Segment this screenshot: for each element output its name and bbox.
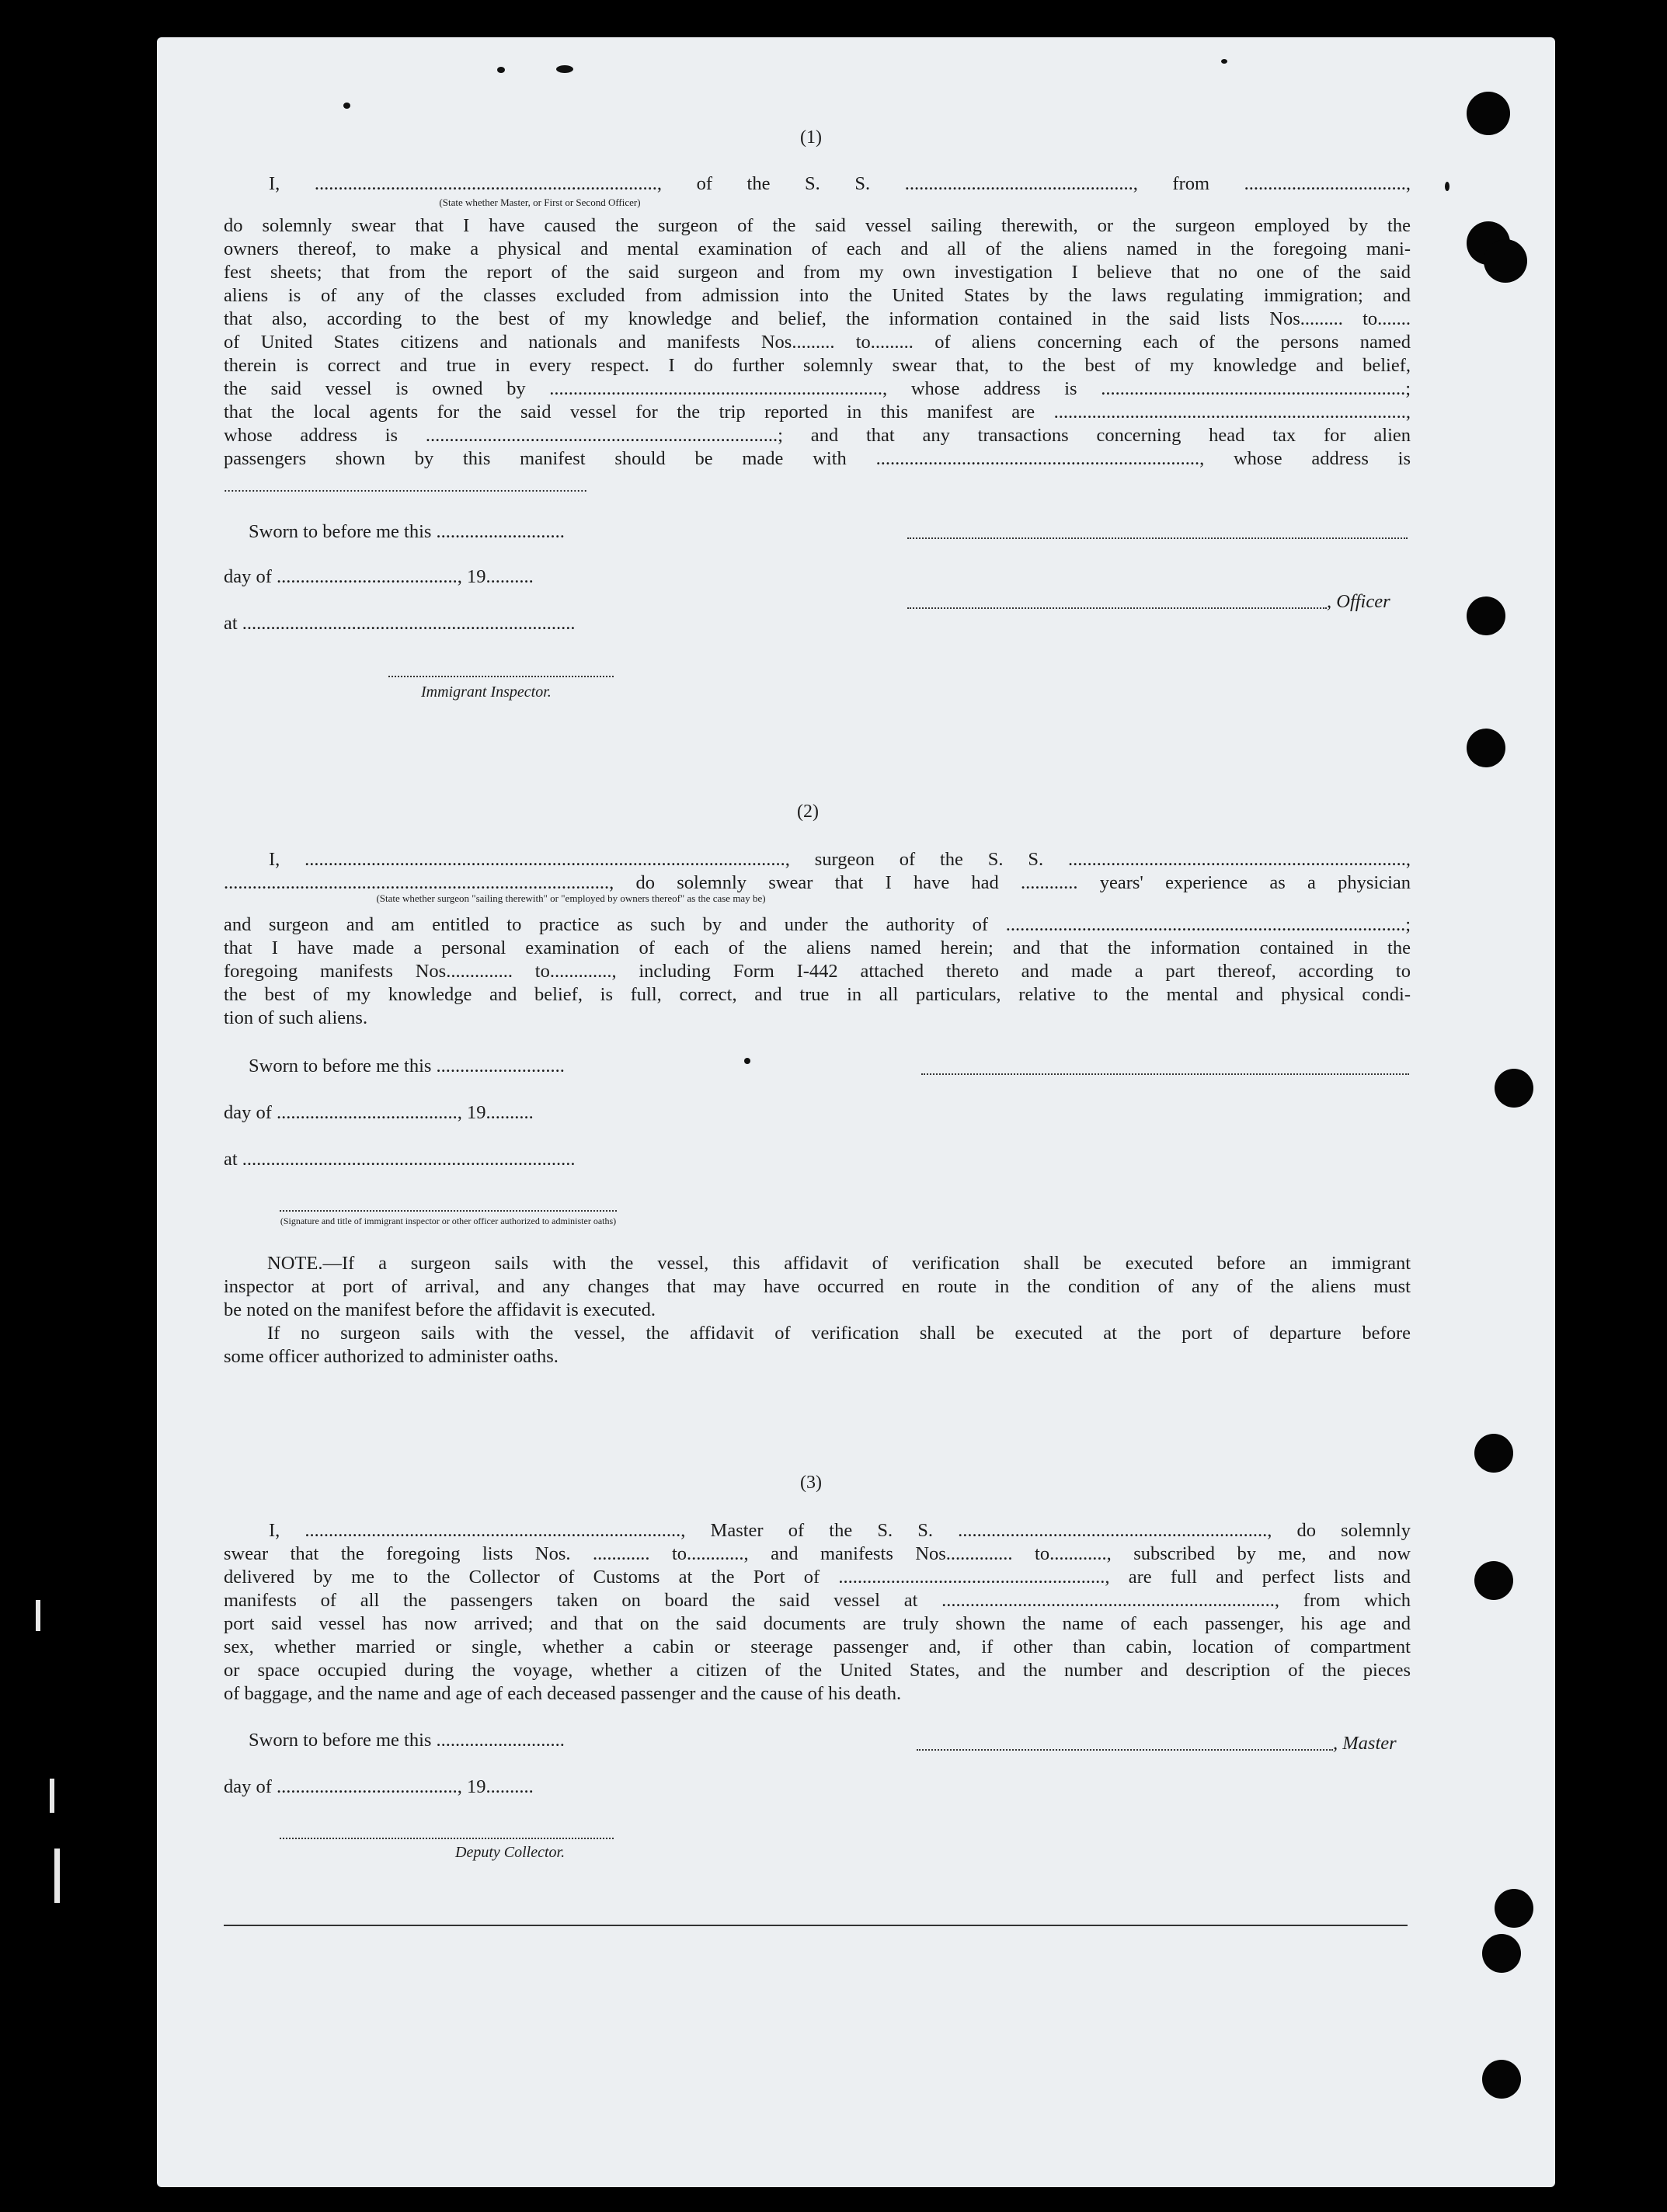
- edge-artifact: [54, 1849, 60, 1903]
- bottom-rule: [224, 1925, 1408, 1926]
- text-line: the best of my knowledge and belief, is full, correct, and true in all particulars, relative to the mental and physical condi-: [224, 984, 1411, 1005]
- text-line: foregoing manifests Nos.............. to............., including Form I-442 attached thereto and made a part thereof, according to: [224, 961, 1411, 982]
- scan-speck: [1445, 182, 1449, 191]
- text-line: therein is correct and true in every respect. I do further solemnly swear that, to the best of my knowledge and belief,: [224, 355, 1411, 376]
- edge-artifact: [50, 1779, 54, 1813]
- punch-hole: [1495, 1889, 1533, 1928]
- section3-oath-text: [224, 1519, 1411, 1706]
- punch-hole: [1474, 1434, 1513, 1473]
- section2-note: [224, 1252, 1411, 1369]
- section3-sworn-line: Sworn to before me this ...........................: [249, 1730, 565, 1751]
- text-line: that also, according to the best of my knowledge and belief, the information contained in the said lists Nos......... to.......: [224, 308, 1411, 329]
- inspector-label: Immigrant Inspector.: [421, 683, 552, 701]
- punch-hole: [1467, 92, 1510, 135]
- text-line: manifests of all the passengers taken on board the said vessel at ......................................................................, from which: [224, 1590, 1411, 1611]
- section3-day-line: day of ......................................, 19..........: [224, 1776, 534, 1797]
- collector-label: Deputy Collector.: [455, 1844, 566, 1861]
- signature-caption: (Signature and title of immigrant inspector or other officer authorized to administer oaths): [280, 1216, 617, 1226]
- punch-hole: [1484, 239, 1527, 283]
- text-line: sex, whether married or single, whether a cabin or steerage passenger and, if other than cabin, location of compartment: [224, 1636, 1411, 1657]
- text-line: port said vessel has now arrived; and that on the said documents are truly shown the name of each passenger, his age and: [224, 1613, 1411, 1634]
- address-continuation-line: ........................................................................................................: [224, 479, 587, 495]
- section2-declarant-line: I, ....................................................................................................., surgeon of the S. S. .......................................................................,: [269, 849, 1411, 870]
- officer-signature-line: [907, 537, 1408, 539]
- text-line: delivered by me to the Collector of Customs at the Port of ........................................................, are full and perfect lists and: [224, 1567, 1411, 1588]
- text-line: the said vessel is owned by ......................................................................, whose address is ................................................................;: [224, 378, 1411, 399]
- text-line: tion of such aliens.: [224, 1007, 368, 1028]
- note-line: some officer authorized to administer oaths.: [224, 1346, 559, 1367]
- text-line: that the local agents for the said vessel for the trip reported in this manifest are ..........................................................................,: [224, 402, 1411, 423]
- text-line: whose address is ..........................................................................; and that any transactions concerning head tax for alien: [224, 425, 1411, 446]
- text-line: of United States citizens and nationals and manifests Nos......... to......... of aliens concerning each of the persons named: [224, 332, 1411, 353]
- section1-heading: (1): [800, 127, 822, 148]
- section3-heading: (3): [800, 1473, 822, 1493]
- text-line: and surgeon and am entitled to practice as such by and under the authority of ....................................................................................;: [224, 914, 1411, 935]
- master-signature-line: [917, 1749, 1333, 1751]
- punch-hole: [1467, 596, 1505, 635]
- note-line: inspector at port of arrival, and any changes that may have occurred en route in the condition of any of the aliens must: [224, 1276, 1411, 1297]
- section1-oath-text: [224, 214, 1411, 471]
- section1-sworn-line: Sworn to before me this ...........................: [249, 521, 565, 542]
- inspector-signature-line: [388, 676, 614, 677]
- text-line: that I have made a personal examination of each of the aliens named herein; and that the information contained in the: [224, 937, 1411, 958]
- section1-day-line: day of ......................................, 19..........: [224, 566, 534, 587]
- master-label: , Master: [1333, 1733, 1397, 1754]
- note-line: If no surgeon sails with the vessel, the affidavit of verification shall be executed at the port of departure before: [267, 1323, 1411, 1344]
- officer-signature-line: [280, 1210, 617, 1212]
- section2-at-line: at ......................................................................: [224, 1149, 576, 1170]
- scan-speck: [1221, 59, 1227, 64]
- punch-hole: [1467, 729, 1505, 767]
- text-line: fest sheets; that from the report of the said surgeon and from my own investigation I believe that no one of the said: [224, 262, 1411, 283]
- section1-declarant-line: I, ........................................................................, of the S. S. ................................................, from ..................................,: [269, 173, 1411, 194]
- text-line: do solemnly swear that I have caused the surgeon of the said vessel sailing therewith, or the surgeon employed by the: [224, 215, 1411, 236]
- section2-day-line: day of ......................................, 19..........: [224, 1102, 534, 1123]
- text-line: owners thereof, to make a physical and mental examination of each and all of the aliens named in the foregoing mani-: [224, 238, 1411, 259]
- punch-hole: [1474, 1561, 1513, 1600]
- officer-label: , Officer: [1327, 591, 1390, 612]
- section1-declarant-caption: (State whether Master, or First or Second Officer): [439, 197, 641, 208]
- officer-title-line: [907, 607, 1327, 609]
- section2-heading: (2): [797, 802, 819, 822]
- text-line: I, ..............................................................................., Master of the S. S. ................................................................., do solemnly: [269, 1520, 1411, 1541]
- surgeon-signature-line: [921, 1073, 1409, 1075]
- text-line: passengers shown by this manifest should be made with ...................................................................., whose address is: [224, 448, 1411, 469]
- section2-experience-line: ................................................................................., do solemnly swear that I have had ............ years' experience as a physician: [224, 872, 1411, 893]
- section1-at-line: at ......................................................................: [224, 613, 576, 634]
- text-line: or space occupied during the voyage, whether a citizen of the United States, and the number and description of the pieces: [224, 1660, 1411, 1681]
- collector-signature-line: [280, 1838, 614, 1839]
- section2-sworn-line: Sworn to before me this ...........................: [249, 1056, 565, 1076]
- scan-speck: [343, 103, 350, 109]
- section2-surgeon-caption: (State whether surgeon "sailing therewith" or "employed by owners thereof" as the case may be): [376, 892, 766, 904]
- scan-speck: [744, 1058, 750, 1064]
- note-line: NOTE.—If a surgeon sails with the vessel, this affidavit of verification shall be executed before an immigrant: [267, 1253, 1411, 1274]
- scan-speck: [556, 65, 573, 73]
- text-line: swear that the foregoing lists Nos. ............ to............, and manifests Nos.............. to............, subscribed by me, and now: [224, 1543, 1411, 1564]
- note-line: be noted on the manifest before the affidavit is executed.: [224, 1299, 656, 1320]
- scan-speck: [497, 67, 505, 73]
- edge-artifact: [36, 1600, 40, 1631]
- punch-hole: [1482, 2060, 1521, 2099]
- text-line: of baggage, and the name and age of each deceased passenger and the cause of his death.: [224, 1683, 902, 1704]
- text-line: aliens is of any of the classes excluded from admission into the United States by the laws regulating immigration; and: [224, 285, 1411, 306]
- punch-hole: [1482, 1934, 1521, 1973]
- section2-oath-text: [224, 913, 1411, 1030]
- punch-hole: [1495, 1069, 1533, 1108]
